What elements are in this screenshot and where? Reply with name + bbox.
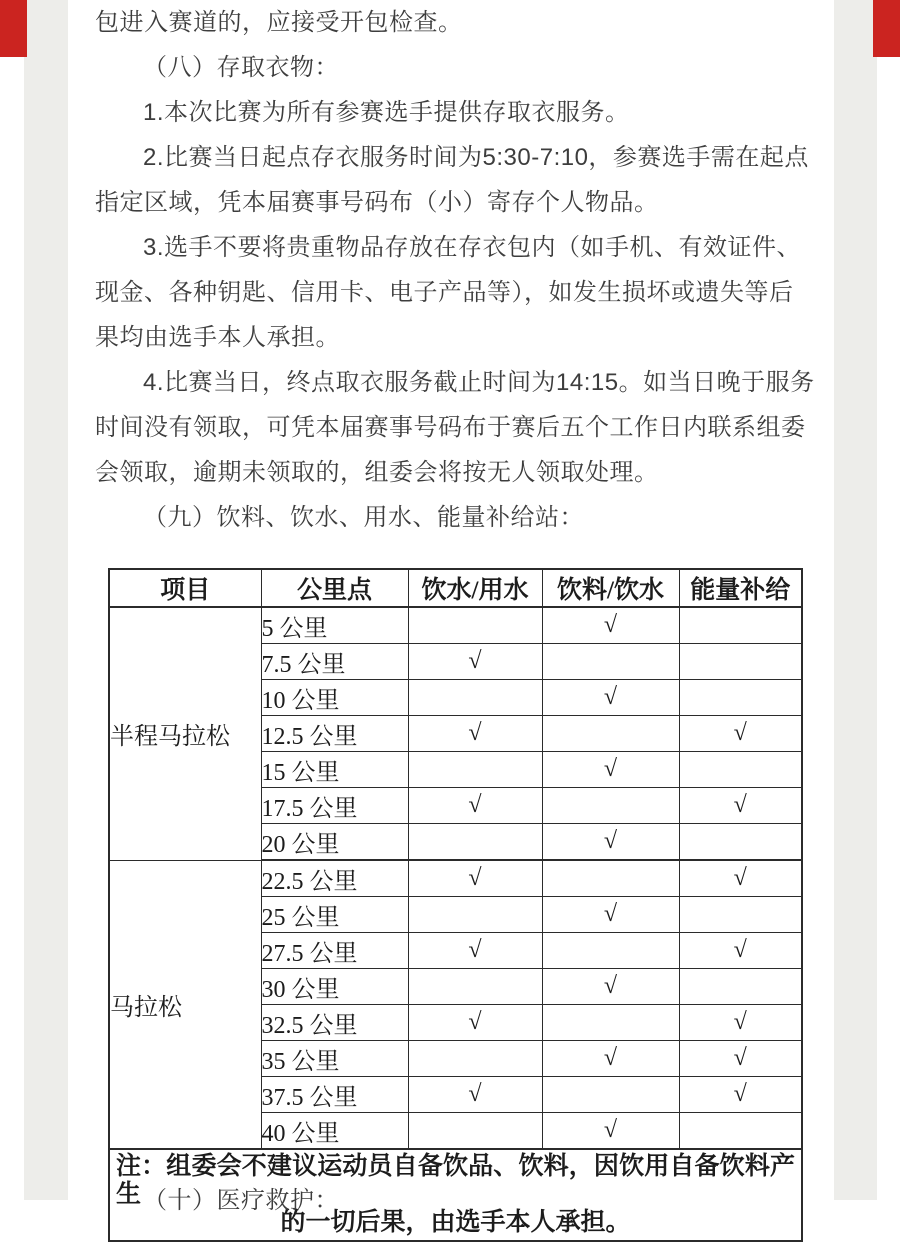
empty-cell: [542, 933, 679, 969]
note-line: 的一切后果，由选手本人承担。: [280, 1209, 631, 1236]
checkmark-cell: √: [542, 607, 679, 644]
note-line: 注：组委会不建议运动员自备饮品、饮料，因饮用自备饮料产生: [116, 1153, 795, 1208]
table-body: [109, 607, 802, 1149]
km-point-cell: 20 公里: [261, 824, 408, 861]
empty-cell: [542, 788, 679, 824]
km-point-cell: 5 公里: [261, 607, 408, 644]
empty-cell: [408, 969, 542, 1005]
header-cell-event: 项目: [109, 569, 261, 607]
checkmark-cell: √: [542, 897, 679, 933]
empty-cell: [679, 1113, 802, 1150]
article-line: （八）存取衣物：: [143, 54, 339, 81]
empty-cell: [542, 860, 679, 897]
km-point-cell: 7.5 公里: [261, 644, 408, 680]
empty-cell: [408, 752, 542, 788]
article-text: [95, 0, 815, 540]
red-border-fragment-left: [0, 0, 27, 57]
empty-cell: [408, 824, 542, 861]
header-cell-water: 饮水/用水: [408, 569, 542, 607]
empty-cell: [542, 1005, 679, 1041]
km-point-cell: 25 公里: [261, 897, 408, 933]
article-line: 1.本次比赛为所有参赛选手提供存取衣服务。: [143, 99, 630, 126]
article-line: 会领取，逾期未领取的，组委会将按无人领取处理。: [95, 459, 659, 486]
table-row: [109, 860, 802, 897]
empty-cell: [679, 607, 802, 644]
empty-cell: [679, 752, 802, 788]
checkmark-cell: √: [679, 788, 802, 824]
empty-cell: [408, 897, 542, 933]
event-group-cell: 马拉松: [109, 860, 261, 1149]
checkmark-cell: √: [408, 788, 542, 824]
event-group-cell: 半程马拉松: [109, 607, 261, 860]
red-border-fragment-right: [873, 0, 900, 57]
checkmark-cell: √: [408, 644, 542, 680]
supply-stations-table: [108, 568, 803, 1242]
km-point-cell: 40 公里: [261, 1113, 408, 1150]
article-line: 时间没有领取，可凭本届赛事号码布于赛后五个工作日内联系组委: [95, 414, 806, 441]
checkmark-cell: √: [542, 1041, 679, 1077]
empty-cell: [679, 680, 802, 716]
km-point-cell: 15 公里: [261, 752, 408, 788]
empty-cell: [679, 969, 802, 1005]
checkmark-cell: √: [679, 1005, 802, 1041]
empty-cell: [542, 716, 679, 752]
km-point-cell: 27.5 公里: [261, 933, 408, 969]
table-header: [109, 569, 802, 607]
empty-cell: [542, 644, 679, 680]
article-line: 3.选手不要将贵重物品存放在存衣包内（如手机、有效证件、: [143, 234, 802, 261]
checkmark-cell: √: [408, 860, 542, 897]
empty-cell: [408, 1041, 542, 1077]
header-cell-energy: 能量补给: [679, 569, 802, 607]
table-header-row: [109, 569, 802, 607]
article-line: （九）饮料、饮水、用水、能量补给站：: [143, 504, 584, 531]
article-line: 果均由选手本人承担。: [95, 324, 340, 351]
table-row: [109, 607, 802, 644]
article-line: 现金、各种钥匙、信用卡、电子产品等），如发生损坏或遗失等后: [95, 279, 794, 306]
km-point-cell: 10 公里: [261, 680, 408, 716]
empty-cell: [679, 644, 802, 680]
empty-cell: [679, 824, 802, 861]
checkmark-cell: √: [408, 1077, 542, 1113]
checkmark-cell: √: [408, 1005, 542, 1041]
checkmark-cell: √: [679, 933, 802, 969]
checkmark-cell: √: [542, 969, 679, 1005]
empty-cell: [408, 607, 542, 644]
empty-cell: [408, 1113, 542, 1150]
km-point-cell: 17.5 公里: [261, 788, 408, 824]
article-line: 4.比赛当日，终点取衣服务截止时间为14:15。如当日晚于服务: [143, 369, 815, 396]
empty-cell: [542, 1077, 679, 1113]
empty-cell: [679, 897, 802, 933]
article-line: 包进入赛道的，应接受开包检查。: [95, 9, 463, 36]
checkmark-cell: √: [542, 824, 679, 861]
checkmark-cell: √: [679, 716, 802, 752]
header-cell-km-point: 公里点: [261, 569, 408, 607]
article-line: 指定区域，凭本届赛事号码布（小）寄存个人物品。: [95, 189, 659, 216]
km-point-cell: 22.5 公里: [261, 860, 408, 897]
km-point-cell: 12.5 公里: [261, 716, 408, 752]
checkmark-cell: √: [679, 1077, 802, 1113]
page-texture-band-left: [24, 0, 68, 1200]
km-point-cell: 30 公里: [261, 969, 408, 1005]
km-point-cell: 35 公里: [261, 1041, 408, 1077]
page-texture-band-right: [834, 0, 877, 1200]
checkmark-cell: √: [542, 752, 679, 788]
checkmark-cell: √: [542, 680, 679, 716]
km-point-cell: 32.5 公里: [261, 1005, 408, 1041]
checkmark-cell: √: [408, 716, 542, 752]
checkmark-cell: √: [679, 1041, 802, 1077]
empty-cell: [408, 680, 542, 716]
next-section-heading: （十）医疗救护：: [143, 1187, 339, 1214]
header-cell-drink: 饮料/饮水: [542, 569, 679, 607]
article-line: 2.比赛当日起点存衣服务时间为5:30-7:10，参赛选手需在起点: [143, 144, 809, 171]
km-point-cell: 37.5 公里: [261, 1077, 408, 1113]
checkmark-cell: √: [408, 933, 542, 969]
checkmark-cell: √: [542, 1113, 679, 1150]
checkmark-cell: √: [679, 860, 802, 897]
